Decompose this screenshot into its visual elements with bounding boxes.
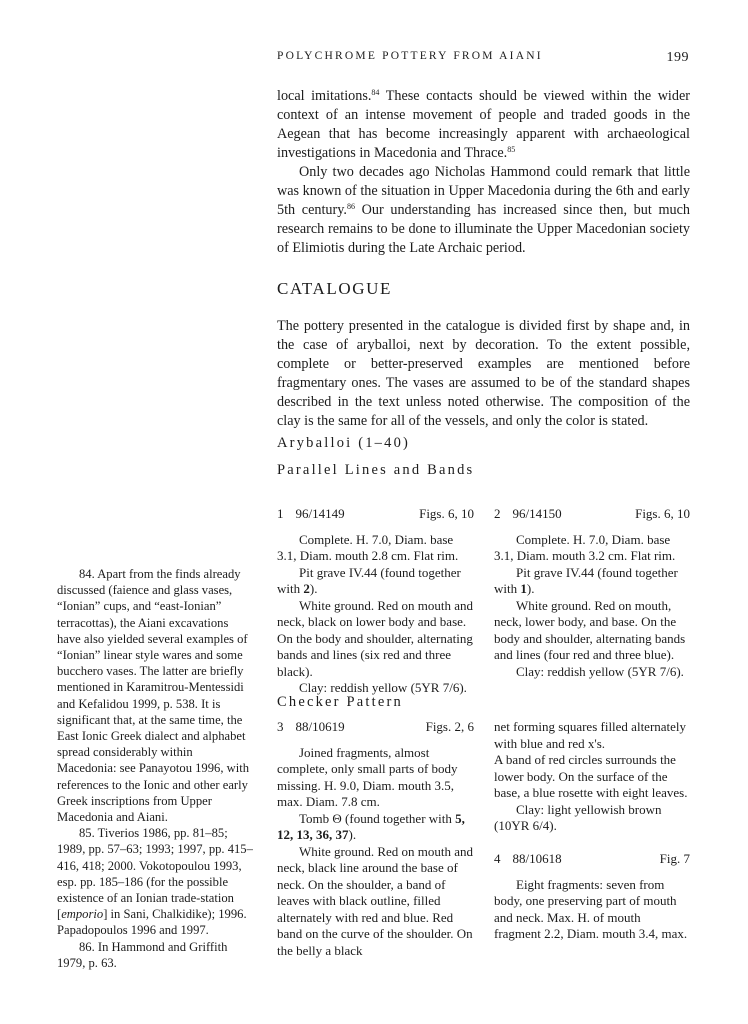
footnote-86: 86. In Hammond and Griffith 1979, p. 63. — [57, 939, 228, 970]
entry-clay: Clay: light yellowish brown (10YR 6/4). — [494, 801, 662, 833]
entry-header — [277, 506, 474, 523]
subhead-parallel-lines: Parallel Lines and Bands — [277, 462, 475, 478]
intro-paragraph-1: local imitations.$^{84}$ These contacts should be viewed within the wider context of an intense movement of people and traded goods in the Aegean that has become increasingly apparent with archaeological investigations in Macedonia and Thrace.$^{85}$ — [277, 88, 690, 161]
entry-number: 1 — [277, 506, 284, 521]
inventory-number: 96/14150 — [512, 506, 562, 521]
entry-findspot: Pit grave IV.44 (found together with 2). — [277, 564, 461, 596]
footnotes — [57, 566, 253, 971]
subhead-checker-pattern: Checker Pattern — [277, 694, 404, 710]
entry-decoration-continued: A band of red circles surrounds the lower body. On the surface of the base, a blue rosette with eight leaves. — [494, 752, 688, 800]
inventory-number: 96/14149 — [295, 506, 345, 521]
subhead-aryballoi: Aryballoi (1–40) — [277, 435, 411, 451]
entry-description: Joined fragments, almost complete, only small parts of body missing. H. 9.0, Diam. mouth 3.5, max. Diam. 7.8 cm. — [277, 744, 458, 809]
figure-reference: Figs. 6, 10 — [635, 506, 690, 521]
entry-clay: Clay: reddish yellow (5YR 7/6). — [299, 680, 467, 695]
entry-number: 3 — [277, 719, 284, 734]
entry-header — [277, 719, 474, 736]
footnote-ref-86: 86 — [346, 202, 355, 211]
catalogue-intro: The pottery presented in the catalogue is divided first by shape and, in the case of aryballoi, next by decoration. To the extent possible, complete or better-preserved examples are mentioned before fragmentary ones. The vases are assumed to be of the standard shapes described in the text unless noted otherwise. The composition of the clay is the same for all of the vessels, and only the color is stated. — [277, 318, 690, 429]
catalogue-entry-2 — [494, 506, 690, 680]
catalogue-title: CATALOGUE — [277, 279, 393, 298]
entry-findspot: Pit grave IV.44 (found together with 1). — [494, 564, 678, 596]
entry-header — [494, 851, 690, 868]
catalogue-entry-4 — [494, 851, 690, 943]
entry-decoration: White ground. Red on mouth and neck, black line around the base of neck. On the shoulder, a band of leaves with black outline, filled alternately with red and blue. Red band on the curve of the shoulder. On the belly a black — [277, 843, 474, 958]
entry-findspot: Tomb Θ (found together with 5, 12, 13, 36, 37). — [277, 810, 465, 842]
footnote-85: 85. Tiverios 1986, pp. 81–85; 1989, pp. 57–63; 1993; 1997, pp. 415–416, 418; 2000. Vokotopoulou 1993, esp. pp. 185–186 (for the possible existence of an Ionian trade-station [emporio] in Sani, Chalkidike); 1996. Papadopoulos 1996 and 1997. — [57, 826, 253, 938]
entry-description: Eight fragments: seven from body, one preserving part of mouth and neck. Max. H. of mouth fragment 2.2, Diam. mouth 3.4, max. — [494, 876, 688, 941]
intro-paragraph-2: Only two decades ago Nicholas Hammond could remark that little was known of the situation in Upper Macedonia during the 6th and early 5th century.$^{86}$ Our understanding has increased since then, but much research remains to be done to illuminate the Upper Macedonian society of Elimiotis during the Late Archaic period. — [277, 164, 690, 256]
entry-description: Complete. H. 7.0, Diam. base 3.1, Diam. mouth 3.2 cm. Flat rim. — [494, 531, 676, 563]
figure-reference: Figs. 2, 6 — [425, 719, 474, 734]
footnote-ref-85: 85 — [507, 145, 516, 154]
footnote-84: 84. Apart from the finds already discussed (faience and glass vases, “Ionian” cups, and “east-Ionian” terracottas), the Aiani excavations have also yielded several examples of “Ionian” linear style wares and some bucchero vases. The latter are briefly mentioned in Karamitrou-Mentessidi and Kefalidou 1999, p. 538. It is significant that, at the same time, the East Ionic Greek dialect and alphabet spread considerably within Macedonia: see Panayotou 1996, with references to the Ionic and other early Greek inscriptions from Upper Macedonia and Aiani. — [57, 567, 250, 825]
catalogue-entry-1 — [277, 506, 474, 697]
catalogue-entry-3 — [277, 719, 474, 959]
figure-reference: Fig. 7 — [659, 851, 690, 866]
entry-decoration-continued: net forming squares filled alternately with blue and red x's. — [494, 719, 687, 751]
entry-number: 2 — [494, 506, 501, 521]
entry-clay: Clay: reddish yellow (5YR 7/6). — [516, 663, 684, 679]
inventory-number: 88/10618 — [512, 851, 562, 866]
catalogue-entry-3-continued — [494, 719, 690, 835]
entry-description: Complete. H. 7.0, Diam. base 3.1, Diam. mouth 2.8 cm. Flat rim. — [277, 531, 459, 563]
entry-header — [494, 506, 690, 523]
page-number: 199 — [666, 50, 689, 65]
entry-number: 4 — [494, 851, 501, 866]
figure-reference: Figs. 6, 10 — [419, 506, 474, 521]
running-head: POLYCHROME POTTERY FROM AIANI — [277, 50, 543, 62]
footnote-ref-84: 84 — [371, 88, 380, 97]
entry-decoration: White ground. Red on mouth, neck, lower body, and base. On the body and shoulder, alternating bands and lines (four red and three blue). — [494, 597, 686, 662]
entry-decoration: White ground. Red on mouth and neck, black on lower body and base. On the body and shoulder, alternating bands and lines (six red and three black). — [277, 597, 474, 679]
inventory-number: 88/10619 — [295, 719, 345, 734]
